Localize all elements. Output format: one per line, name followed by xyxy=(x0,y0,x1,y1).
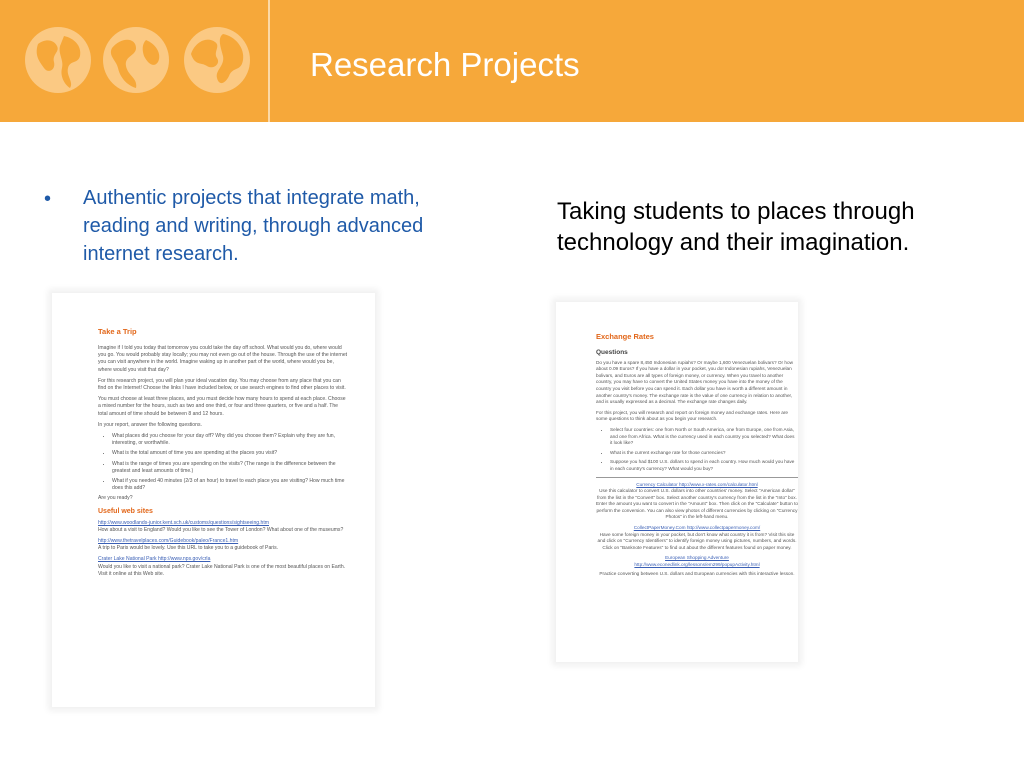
link-description: Use this calculator to convert U.S. dollars into other countries' money. Select "American dollar" from the list in the "Convert" box. Select another country's currency from the list in the "Into" box. Enter the amount you want to convert in the "Amount" box. Then click on the "Calculate" button to perform the conversion. You can also view photos of different currencies by clicking on "Currency Photos" in the left-hand menu. xyxy=(596,488,798,520)
doc-paragraph: You must choose at least three places, and you must decide how many hours to spend at each place. Choose a mixed number for the hours, such as two and one third, or four and three quarters, or five and a half. The total amount of time should be between 8 and 12 hours. xyxy=(98,396,346,417)
doc-paragraph: For this project, you will research and report on foreign money and exchange rates. Here are some questions to think about as you begin your research. xyxy=(596,409,789,422)
doc-subheading: Useful web sites xyxy=(98,507,153,515)
doc-paragraph: Imagine if I told you today that tomorrow you could take the day off school. What would you do, where would you go. You would probably stay locally; you may not even go out of the house. Through the use of the internet you can visit anywhere in the world. Imagine waking up in another part of the world, where would you be, where would you visit that day? xyxy=(98,345,348,373)
web-link[interactable]: European Shopping Adventure xyxy=(665,555,729,561)
list-item: • What places did you choose for your day off? Why did you choose them? Explain why they are fun, interesting, or worthwhile. xyxy=(112,433,348,447)
doc-paragraph: In your report, answer the following questions. xyxy=(98,421,202,428)
web-link[interactable]: http://www.econedlink.org/lessons/em299/popupActivity.html xyxy=(634,562,760,568)
web-link[interactable]: Currency Calculator http://www.x-rates.com/calculator.html xyxy=(636,481,758,487)
header-divider xyxy=(268,0,270,122)
globe-icon xyxy=(102,26,170,94)
bullet-text: Authentic projects that integrate math, reading and writing, through advanced internet research. xyxy=(83,187,424,265)
doc-paragraph: For this research project, you will plan your ideal vacation day. You may choose from any place that you can find on the Internet! Choose the links I have included below, or use search engines to find other places to visit. xyxy=(98,377,346,392)
list-item: • What if you needed 40 minutes (2/3 of an hour) to travel to each place you are visiting? How much time does this add? xyxy=(112,478,348,492)
bullet-marker: • xyxy=(44,188,52,210)
globe-icon xyxy=(24,26,92,94)
list-item: • What is the range of times you are spending on the visits? (The range is the difference between the greatest and least amounts of time.) xyxy=(112,461,348,475)
list-item: • Suppose you had $100 U.S. dollars to spend in each country. How much would you have in each country's currency? What would you buy? xyxy=(610,459,798,472)
link-description: A trip to Paris would be lovely. Use this URL to take you to a guidebook of Paris. xyxy=(98,545,279,552)
doc-title: Exchange Rates xyxy=(596,332,654,341)
web-link[interactable]: Crater Lake National Park http://www.nps.gov/crla xyxy=(98,556,211,563)
list-item: • What is the current exchange rate for those currencies? xyxy=(610,450,798,457)
doc-paragraph: Do you have a spare 8,450 Indonesian rupiahs? Or maybe 1,600 Venezuelan bolivars? Or how about 0.09 Euros? If you have a dollar in your pocket, you do! Indonesian rupiahs, Venezuelan bolivars, and Euros are all types of foreign money, or currency. When you travel to another country, you may have to convert the United States money you have into the money of the country you visit before you can spend it. Each dollar you have is worth a different amount in another country's money. The exchange rate is the value of one currency in relation to another, and is usually expressed as a decimal. The exchange rate changes daily. xyxy=(596,359,794,405)
exchange-rates-document xyxy=(556,302,798,662)
link-description: How about a visit to England? Would you like to see the Tower of London? What about one of the museums? xyxy=(98,526,344,533)
question-list xyxy=(596,427,798,473)
doc-paragraph: Are you ready? xyxy=(98,495,133,502)
slide-title: Research Projects xyxy=(310,46,580,83)
title-bar xyxy=(0,0,1024,122)
web-link[interactable]: CollectPaperMoney.Com http://www.collectpapermoney.com/ xyxy=(633,525,761,531)
side-caption: Taking students to places through technology and their imagination. xyxy=(557,198,915,256)
link-description: Have some foreign money in your pocket, but don't know what country it is from? Visit this site and click on "Currency Identifiers" to identify foreign money using pictures, numbers, and words. Click on "Banknote Features" to find out about the different features found on paper money. xyxy=(597,531,797,550)
link-description: Practice converting between U.S. dollars and European currencies with this interactive lesson. xyxy=(599,570,795,576)
link-description: Would you like to visit a national park? Crater Lake National Park is one of the most beautiful places on Earth. Visit it online at this Web site. xyxy=(98,563,346,577)
question-list xyxy=(98,433,348,492)
doc-subheading: Questions xyxy=(596,349,628,356)
web-link[interactable]: http://www.thetravelplaces.com/Guidebook/paleo/France1.htm xyxy=(98,538,239,545)
doc-title: Take a Trip xyxy=(98,327,137,336)
web-link[interactable]: http://www.woodlands-junior.kent.sch.uk/customs/questions/sightseeing.htm xyxy=(98,519,270,526)
take-a-trip-document xyxy=(52,293,375,707)
list-item: • Select four countries: one from North or South America, one from Europe, one from Asia, and one from Africa. What is the currency used in each country you selected? What does it look like? xyxy=(610,427,798,447)
globe-icon xyxy=(183,26,251,94)
list-item: • What is the total amount of time you are spending at the places you visit? xyxy=(112,450,348,457)
divider xyxy=(596,477,798,478)
